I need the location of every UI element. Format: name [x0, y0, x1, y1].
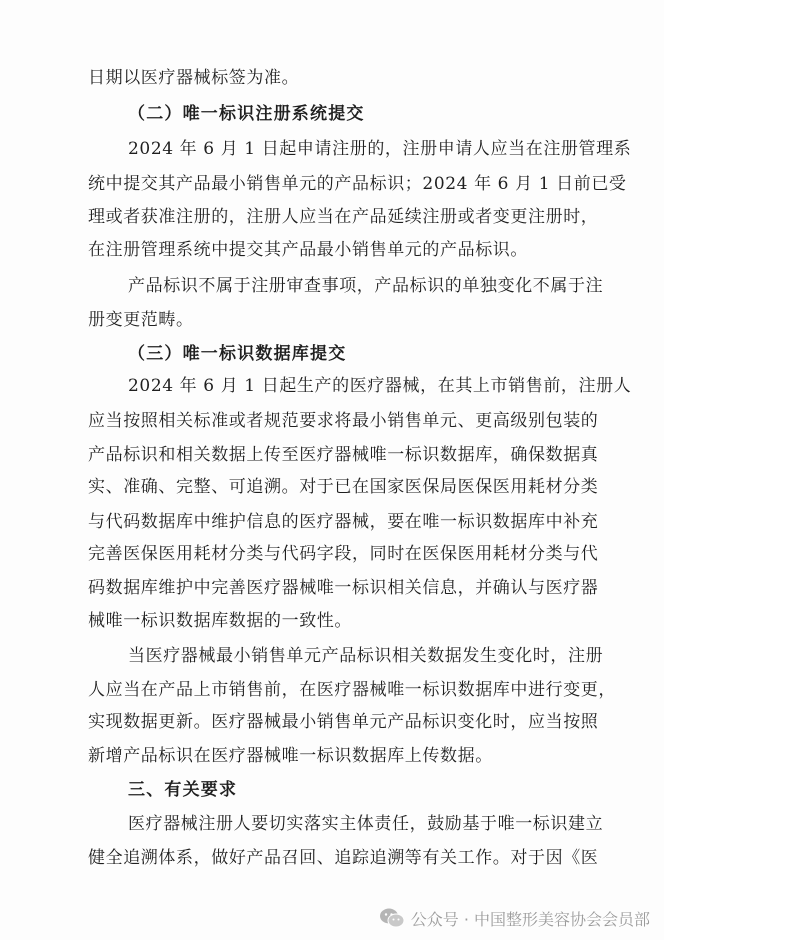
watermark-text: 公众号 · 中国整形美容协会会员部: [410, 909, 650, 929]
text-line-5: 理或者获准注册的，注册人应当在产品延续注册或者变更注册时，: [88, 207, 599, 227]
text-line-12: 产品标识和相关数据上传至医疗器械唯一标识数据库，确保数据真: [88, 445, 599, 465]
text-line-3: 2024 年 6 月 1 日起申请注册的，注册申请人应当在注册管理系: [128, 139, 632, 159]
text-line-21: 新增产品标识在医疗器械唯一标识数据库上传数据。: [88, 746, 493, 766]
text-line-16: 码数据库维护中完善医疗器械唯一标识相关信息，并确认与医疗器: [88, 578, 599, 598]
text-line-11: 应当按照相关标准或者规范要求将最小销售单元、更高级别包装的: [88, 411, 599, 431]
text-line-13: 实、准确、完整、可追溯。对于已在国家医保局医保医用耗材分类: [88, 477, 599, 497]
section-heading-requirements: 三、有关要求: [128, 780, 238, 800]
watermark: [379, 905, 650, 931]
text-line-24: 健全追溯体系，做好产品召回、追踪追溯等有关工作。对于因《医: [88, 848, 599, 868]
wechat-icon: [379, 907, 405, 929]
text-line-6: 在注册管理系统中提交其产品最小销售单元的产品标识。: [88, 240, 528, 260]
text-line-8: 册变更范畴。: [88, 310, 194, 330]
text-line-18: 当医疗器械最小销售单元产品标识相关数据发生变化时，注册: [128, 646, 604, 666]
text-line-1: 日期以医疗器械标签为准。: [88, 68, 300, 88]
text-line-10: 2024 年 6 月 1 日起生产的医疗器械，在其上市销售前，注册人: [128, 376, 632, 396]
text-line-4: 统中提交其产品最小销售单元的产品标识；2024 年 6 月 1 日前已受: [88, 174, 627, 194]
text-line-14: 与代码数据库中维护信息的医疗器械，要在唯一标识数据库中补充: [88, 512, 599, 532]
text-line-15: 完善医保医用耗材分类与代码字段，同时在医保医用耗材分类与代: [88, 544, 599, 564]
text-line-19: 人应当在产品上市销售前，在医疗器械唯一标识数据库中进行变更，: [88, 680, 616, 700]
text-line-7: 产品标识不属于注册审查事项，产品标识的单独变化不属于注: [128, 276, 604, 296]
text-line-20: 实现数据更新。医疗器械最小销售单元产品标识变化时，应当按照: [88, 712, 599, 732]
text-line-17: 械唯一标识数据库数据的一致性。: [88, 611, 352, 631]
section-heading-2: （二）唯一标识注册系统提交: [128, 104, 365, 124]
section-heading-3: （三）唯一标识数据库提交: [128, 344, 347, 364]
text-line-23: 医疗器械注册人要切实落实主体责任，鼓励基于唯一标识建立: [128, 814, 604, 834]
